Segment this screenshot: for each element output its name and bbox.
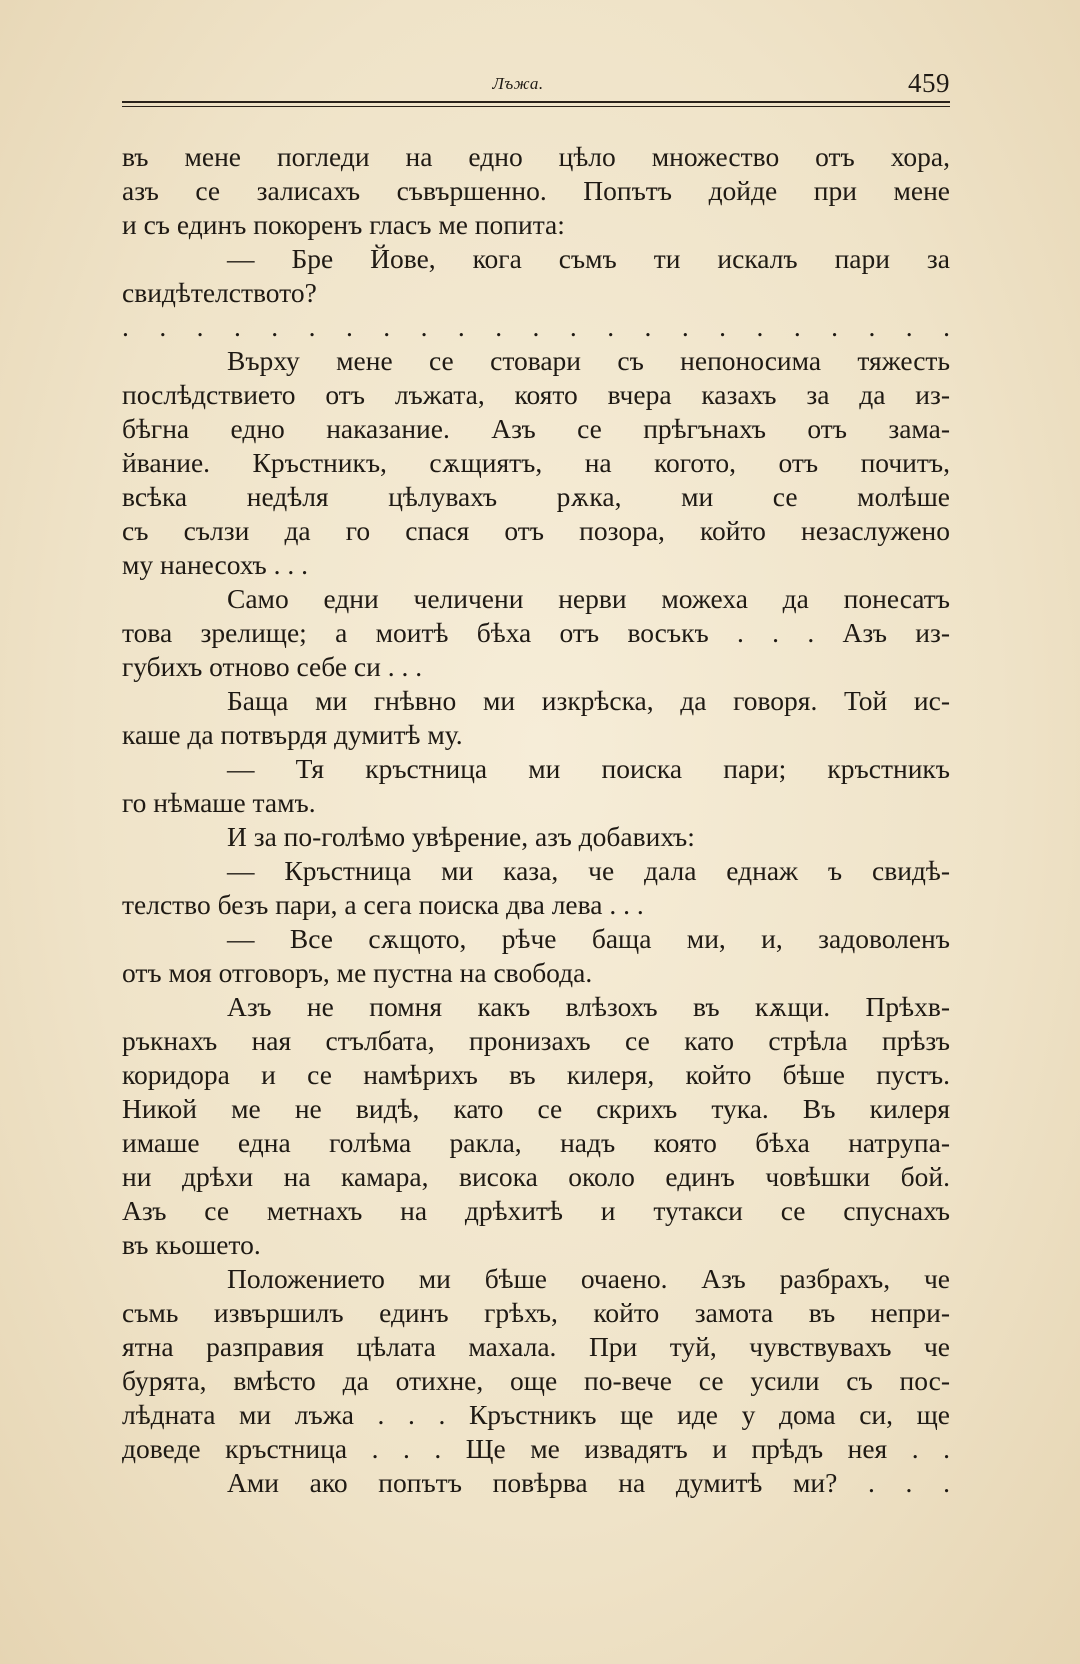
text-line: и съ единъ покоренъ гласъ ме попита: <box>122 209 565 240</box>
text-line: И за по-голѣмо увѣрение, азъ добавихъ: <box>227 821 695 852</box>
text-line: лѣдната ми лъжа . . . Кръстникъ ще иде у дома си, ще <box>122 1399 950 1430</box>
text-line: бѣгна едно наказание. Азъ се прѣгънахъ отъ зама- <box>122 413 950 444</box>
text-line: Само едни челичени нерви можеха да понесатъ <box>227 583 950 614</box>
text-line: отъ моя отговоръ, ме пустна на свобода. <box>122 957 593 988</box>
text-line: това зрелище; а моитѣ бѣха отъ восъкъ . . . Азъ из- <box>122 617 950 648</box>
text-line: Азъ се метнахъ на дрѣхитѣ и тутакси се спуснахъ <box>122 1195 950 1226</box>
text-line: бурята, вмѣсто да отихне, още по-вече се усили съ пос- <box>122 1365 950 1396</box>
text-line: азъ се залисахъ съвършенно. Попътъ дойде при мене <box>122 175 950 206</box>
text-line: го нѣмаше тамъ. <box>122 787 316 818</box>
text-line: — Бре Йове, кога съмъ ти искалъ пари за <box>227 243 950 274</box>
text-line: всѣка недѣля цѣлувахъ рѫка, ми се молѣше <box>122 481 950 512</box>
text-line: — Кръстница ми каза, че дала еднаж ъ свидѣ- <box>227 855 950 886</box>
text-line: послѣдствието отъ лъжата, която вчера казахъ за да из- <box>122 379 950 410</box>
text-line: ръкнахъ ная стълбата, пронизахъ се като стрѣла прѣзъ <box>122 1025 950 1056</box>
text-line: Ами ако попътъ повѣрва на думитѣ ми? . . . <box>227 1467 950 1498</box>
text-line: губихъ отново себе си . . . <box>122 651 423 682</box>
text-line: имаше една голѣма ракла, надъ която бѣха натрупа- <box>122 1127 950 1158</box>
text-line: Никой ме не видѣ, като се скрихъ тука. Въ килеря <box>122 1093 950 1124</box>
text-line: ни дрѣхи на камара, висока около единъ човѣшки бой. <box>122 1161 950 1192</box>
text-line: съ сълзи да го спася отъ позора, който незаслужено <box>122 515 950 546</box>
text-line: въ мене погледи на едно цѣло множество отъ хора, <box>122 141 950 172</box>
text-line: му нанесохъ . . . <box>122 549 309 580</box>
page-header <box>122 62 950 102</box>
header-rule-thin <box>122 106 950 107</box>
text-line: доведе кръстница . . . Ще ме извадятъ и прѣдъ нея . . <box>122 1433 950 1464</box>
text-line: Положението ми бѣше очаено. Азъ разбрахъ, че <box>227 1263 950 1294</box>
page-number: 459 <box>908 68 950 98</box>
header-rule-thick <box>122 101 950 103</box>
text-line: — Все сѫщото, рѣче баща ми, и, задоволенъ <box>227 923 950 954</box>
running-title: Лъжа. <box>492 74 544 93</box>
text-line: каше да потвърдя думитѣ му. <box>122 719 463 750</box>
text-line: Върху мене се стовари съ непоносима тяжесть <box>227 345 950 376</box>
text-line: телство безъ пари, а сега поиска два лева . . . <box>122 889 644 920</box>
text-line: съмь извършилъ единъ грѣхъ, който замота въ непри- <box>122 1297 950 1328</box>
body-text <box>122 140 950 1500</box>
text-line: въ кьошето. <box>122 1229 261 1260</box>
text-line: коридора и се намѣрихъ въ килеря, който бѣше пустъ. <box>122 1059 950 1090</box>
text-line: Баща ми гнѣвно ми изкрѣска, да говоря. Той ис- <box>227 685 950 716</box>
text-line: ятна разправия цѣлата махала. При туй, чувствувахъ че <box>122 1331 950 1362</box>
text-line: Азъ не помня какъ влѣзохъ въ кѫщи. Прѣхв- <box>227 991 950 1022</box>
dotted-separator: . . . . . . . . . . . . . . . . . . . . . . . <box>122 311 950 342</box>
text-line: йвание. Кръстникъ, сѫщиятъ, на когото, отъ почитъ, <box>122 447 950 478</box>
text-line: — Тя кръстница ми поиска пари; кръстникъ <box>227 753 950 784</box>
text-line: свидѣтелството? <box>122 277 317 308</box>
